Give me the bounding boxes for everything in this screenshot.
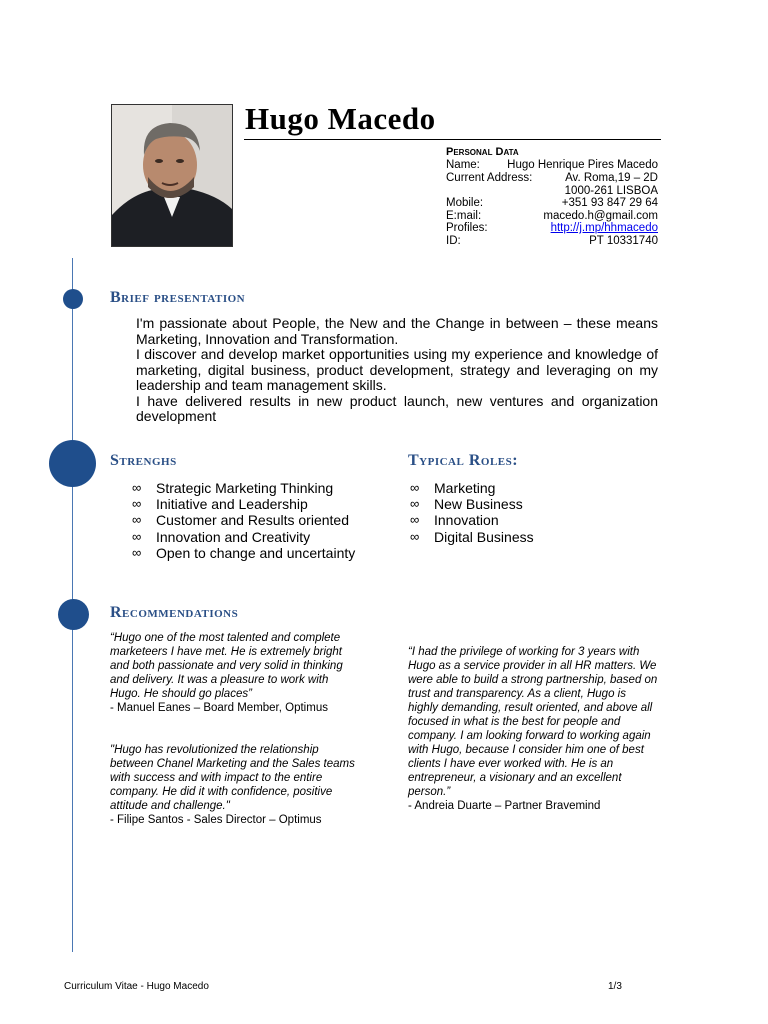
recommendation-author: - Manuel Eanes – Board Member, Optimus <box>110 702 328 714</box>
recommendation-author: - Filipe Santos - Sales Director – Optimus <box>110 814 322 826</box>
recommendation-quote: "Hugo has revolutionized the relationship between Chanel Marketing and the Sales teams with success and with impact to the entire company. He did it with confidence, positive attitude and challenge." <box>110 744 355 812</box>
personal-data-title: Personal Data <box>446 146 519 158</box>
pd-value: 1000-261 LISBOA <box>564 185 658 197</box>
pd-mobile-row <box>446 197 658 210</box>
pd-profiles-row <box>446 222 658 235</box>
infinity-bullet-icon: ∞ <box>132 528 142 544</box>
infinity-bullet-icon: ∞ <box>410 512 420 528</box>
portrait-image <box>112 105 232 246</box>
timeline-dot-recommendations <box>58 599 89 630</box>
brief-section-title: Brief presentation <box>110 289 246 306</box>
infinity-bullet-icon: ∞ <box>410 528 420 544</box>
infinity-bullet-icon: ∞ <box>410 480 420 495</box>
role-label: Marketing <box>434 480 496 496</box>
recommendation-3 <box>408 645 658 813</box>
brief-paragraph: I have delivered results in new product launch, new ventures and organization development <box>136 392 658 424</box>
strength-label: Initiative and Leadership <box>156 496 308 513</box>
list-item <box>132 529 355 545</box>
brief-paragraph: I'm passionate about People, the New and the Change in between – these means Marketing, Innovation and Transformation. <box>136 315 658 347</box>
strength-label: Customer and Results oriented <box>156 512 349 529</box>
list-item <box>132 496 355 512</box>
roles-list <box>410 480 534 545</box>
pd-name-row <box>446 159 658 172</box>
pd-label: Name: <box>446 159 480 171</box>
recommendation-2 <box>110 743 355 827</box>
strengths-list <box>132 480 355 561</box>
pd-label: Current Address: <box>446 172 533 184</box>
recommendation-1 <box>110 631 355 715</box>
person-name: Hugo Macedo <box>245 101 436 136</box>
pd-label: Profiles: <box>446 222 488 234</box>
pd-value: Hugo Henrique Pires Macedo <box>507 159 658 171</box>
role-label: Digital Business <box>434 528 534 545</box>
strength-label: Innovation and Creativity <box>156 528 311 545</box>
profile-link[interactable]: http://j.mp/hhmacedo <box>550 222 658 234</box>
name-divider <box>244 139 661 140</box>
timeline-dot-brief <box>63 289 83 309</box>
pd-value: PT 10331740 <box>589 235 658 247</box>
strength-label: Open to change and uncertainty <box>156 544 356 561</box>
roles-section-title: Typical Roles: <box>408 452 519 469</box>
brief-paragraph: I discover and develop market opportunities using my experience and knowledge of marketing, digital business, product development, strategy and leveraging on my leadership and team management skills. <box>136 346 658 393</box>
recommendation-quote: “I had the privilege of working for 3 years with Hugo as a service provider in all HR matters. We were able to build a strong partnership, based on trust and transparency. As a client, Hugo is highly demanding, result oriented, and above all focused in what is the best for people and company. I am looking forward to working again with Hugo, because I consider him one of best clients I have ever worked with. He is an entrepreneur, a visionary and an excellent person.” <box>408 646 658 798</box>
pd-id-row <box>446 235 658 248</box>
profile-photo <box>111 104 233 247</box>
recommendation-quote: “Hugo one of the most talented and complete marketeers I have met. He is extremely bright and both passionate and very solid in thinking and delivery. It was a pleasure to work with Hugo. He should go places” <box>110 632 343 700</box>
recommendations-section-title: Recommendations <box>110 604 239 621</box>
role-label: Innovation <box>434 512 499 529</box>
list-item <box>410 480 534 496</box>
infinity-bullet-icon: ∞ <box>410 496 420 512</box>
role-label: New Business <box>434 496 523 513</box>
list-item <box>410 512 534 528</box>
strength-label: Strategic Marketing Thinking <box>156 480 334 496</box>
pd-label: Mobile: <box>446 197 484 209</box>
list-item <box>132 545 355 561</box>
pd-label: ID: <box>446 235 461 247</box>
list-item <box>132 512 355 528</box>
timeline-dot-strengths <box>49 440 96 487</box>
list-item <box>410 496 534 512</box>
pd-value: Av. Roma,19 – 2D <box>565 172 658 184</box>
infinity-bullet-icon: ∞ <box>132 544 142 560</box>
pd-address-row <box>446 172 658 185</box>
pd-value: +351 93 847 29 64 <box>561 197 658 209</box>
list-item <box>410 529 534 545</box>
list-item <box>132 480 355 496</box>
pd-value: macedo.h@gmail.com <box>543 210 658 222</box>
strengths-section-title: Strenghs <box>110 452 177 469</box>
recommendation-author: - Andreia Duarte – Partner Bravemind <box>408 800 601 812</box>
pd-label: E:mail: <box>446 210 482 222</box>
page-number: 1/3 <box>608 981 622 992</box>
brief-text <box>136 316 658 425</box>
infinity-bullet-icon: ∞ <box>132 496 142 512</box>
infinity-bullet-icon: ∞ <box>132 480 142 495</box>
footer-title: Curriculum Vitae - Hugo Macedo <box>64 981 209 992</box>
infinity-bullet-icon: ∞ <box>132 512 142 528</box>
